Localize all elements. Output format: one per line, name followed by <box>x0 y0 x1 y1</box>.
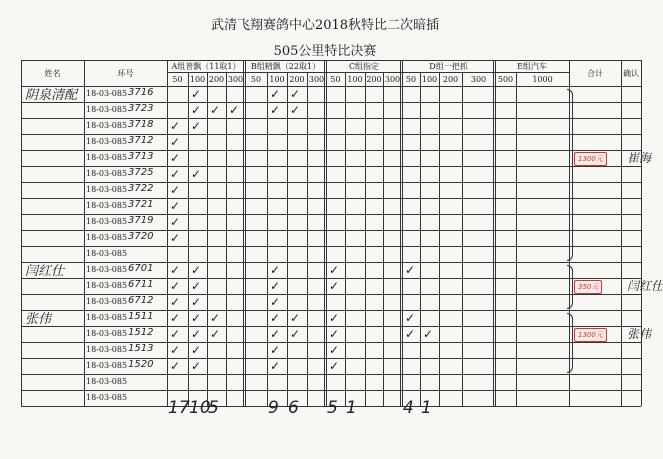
ring-suffix: 1520 <box>128 359 154 370</box>
column-total: 4 <box>403 398 414 418</box>
ring-suffix: 3720 <box>128 231 154 242</box>
header-group-b: B组精飘（22取1） <box>250 61 321 71</box>
ring-suffix: 1511 <box>128 311 154 322</box>
check-mark: ✓ <box>170 119 181 133</box>
check-mark: ✓ <box>170 167 181 181</box>
grid-line-v <box>365 72 366 406</box>
grid-line-h <box>21 374 641 375</box>
header-amount: 100 <box>189 74 206 84</box>
check-mark: ✓ <box>329 263 340 277</box>
header-amount: 300 <box>470 74 487 84</box>
ring-prefix: 18-03-085 <box>86 361 128 370</box>
grid-line-v <box>287 72 288 406</box>
check-mark: ✓ <box>270 263 281 277</box>
header-group-d: D组一把抓 <box>429 61 468 71</box>
ring-suffix: 3712 <box>128 135 154 146</box>
ring-prefix: 18-03-085 <box>86 121 128 130</box>
header-confirm: 确认 <box>623 68 639 78</box>
grid-line-h <box>21 118 641 119</box>
check-mark: ✓ <box>170 263 181 277</box>
check-mark: ✓ <box>191 279 202 293</box>
check-mark: ✓ <box>270 295 281 309</box>
page-title: 武清飞翔赛鸽中心2018秋特比二次暗插 <box>210 18 440 33</box>
grid-line-v <box>462 72 463 406</box>
ring-suffix: 3718 <box>128 119 154 130</box>
check-mark: ✓ <box>270 327 281 341</box>
check-mark: ✓ <box>405 311 416 325</box>
grid-line-v <box>188 72 189 406</box>
check-mark: ✓ <box>329 343 340 357</box>
total-stamp: 1300元 <box>574 152 607 166</box>
ring-prefix: 18-03-085 <box>86 105 128 114</box>
grid-line-v <box>326 60 327 406</box>
check-mark: ✓ <box>191 343 202 357</box>
ring-suffix: 3721 <box>128 199 154 210</box>
header-amount: 1000 <box>532 74 553 84</box>
check-mark: ✓ <box>270 87 281 101</box>
owner-brace <box>567 313 573 373</box>
grid-line-v <box>400 60 401 406</box>
check-mark: ✓ <box>170 311 181 325</box>
grid-line-v <box>516 72 517 406</box>
check-mark: ✓ <box>170 295 181 309</box>
grid-line-v <box>226 72 227 406</box>
check-mark: ✓ <box>290 311 301 325</box>
grid-line-h <box>21 230 641 231</box>
grid-line-v <box>621 60 622 406</box>
check-mark: ✓ <box>170 343 181 357</box>
column-total: 10 <box>189 398 211 418</box>
check-mark: ✓ <box>191 311 202 325</box>
header-amount: 200 <box>289 74 305 84</box>
grid-line-v <box>402 60 403 406</box>
ring-suffix: 1513 <box>128 343 154 354</box>
ring-suffix: 3719 <box>128 215 154 226</box>
confirm-signature: 张伟 <box>627 327 652 341</box>
grid-line-v <box>167 60 168 406</box>
grid-line-v <box>324 60 325 406</box>
header-group-a: A组普飘（11取1） <box>171 61 241 71</box>
check-mark: ✓ <box>210 103 221 117</box>
total-stamp: 1300元 <box>574 328 607 342</box>
check-mark: ✓ <box>210 327 221 341</box>
check-mark: ✓ <box>270 311 281 325</box>
grid-line-v <box>420 72 421 406</box>
header-group-c: C组指定 <box>348 61 380 71</box>
column-total: 9 <box>268 398 279 418</box>
column-total: 5 <box>208 398 219 418</box>
check-mark: ✓ <box>191 263 202 277</box>
ring-suffix: 6701 <box>128 263 154 274</box>
ring-prefix: 18-03-085 <box>86 345 128 354</box>
check-mark: ✓ <box>329 327 340 341</box>
check-mark: ✓ <box>329 359 340 373</box>
owner-brace <box>567 265 573 309</box>
check-mark: ✓ <box>270 103 281 117</box>
header-amount: 100 <box>347 74 363 84</box>
check-mark: ✓ <box>329 311 340 325</box>
ring-suffix: 3716 <box>128 87 154 98</box>
grid-line-h <box>21 390 641 391</box>
ring-prefix: 18-03-085 <box>86 185 128 194</box>
header-amount: 50 <box>172 74 183 84</box>
ring-suffix: 3713 <box>128 151 154 162</box>
check-mark: ✓ <box>170 279 181 293</box>
ring-prefix: 18-03-085 <box>86 217 128 226</box>
grid-line-v <box>641 60 642 406</box>
ring-prefix: 18-03-085 <box>86 377 128 386</box>
check-mark: ✓ <box>170 215 181 229</box>
check-mark: ✓ <box>170 359 181 373</box>
check-mark: ✓ <box>170 135 181 149</box>
grid-line-h <box>21 182 641 183</box>
check-mark: ✓ <box>290 87 301 101</box>
check-mark: ✓ <box>405 327 416 341</box>
total-stamp: 350元 <box>574 280 602 294</box>
ring-prefix: 18-03-085 <box>86 313 128 322</box>
owner-name: 张伟 <box>25 312 52 327</box>
check-mark: ✓ <box>329 279 340 293</box>
header-total: 合计 <box>587 68 603 78</box>
check-mark: ✓ <box>290 103 301 117</box>
ring-prefix: 18-03-085 <box>86 265 128 274</box>
ring-prefix: 18-03-085 <box>86 89 128 98</box>
ring-suffix: 3722 <box>128 183 154 194</box>
grid-line-h <box>21 246 641 247</box>
check-mark: ✓ <box>191 295 202 309</box>
check-mark: ✓ <box>170 183 181 197</box>
check-mark: ✓ <box>229 103 240 117</box>
check-mark: ✓ <box>191 327 202 341</box>
ring-prefix: 18-03-085 <box>86 153 128 162</box>
check-mark: ✓ <box>405 263 416 277</box>
ring-prefix: 18-03-085 <box>86 201 128 210</box>
header-amount: 300 <box>308 74 325 84</box>
header-amount: 300 <box>227 74 244 84</box>
check-mark: ✓ <box>191 103 202 117</box>
check-mark: ✓ <box>270 279 281 293</box>
grid-line-v <box>245 60 246 406</box>
grid-line-h <box>21 134 641 135</box>
page-subtitle: 505公里特比决赛 <box>273 44 377 59</box>
header-amount: 200 <box>208 74 225 84</box>
check-mark: ✓ <box>170 199 181 213</box>
column-total: 1 <box>421 398 432 418</box>
ring-suffix: 3725 <box>128 167 154 178</box>
ring-suffix: 6712 <box>128 295 154 306</box>
check-mark: ✓ <box>170 327 181 341</box>
grid-line-h <box>21 166 641 167</box>
grid-line-v <box>267 72 268 406</box>
ring-suffix: 1512 <box>128 327 154 338</box>
grid-line-h <box>21 214 641 215</box>
grid-line-v <box>439 72 440 406</box>
header-amount: 200 <box>366 74 382 84</box>
check-mark: ✓ <box>170 151 181 165</box>
header-amount: 50 <box>330 74 341 84</box>
ring-prefix: 18-03-085 <box>86 297 128 306</box>
check-mark: ✓ <box>210 311 221 325</box>
confirm-signature: 闫红仕 <box>627 279 663 293</box>
check-mark: ✓ <box>191 87 202 101</box>
ring-prefix: 18-03-085 <box>86 249 128 258</box>
header-amount: 50 <box>405 74 417 84</box>
check-mark: ✓ <box>191 359 202 373</box>
ring-prefix: 18-03-085 <box>86 281 128 290</box>
grid-line-v <box>383 72 384 406</box>
column-total: 5 <box>327 398 338 418</box>
header-amount: 100 <box>421 74 438 84</box>
confirm-signature: 崔海 <box>627 151 652 165</box>
header-group-e: E组汽车 <box>517 61 547 71</box>
header-ring: 环号 <box>117 68 134 78</box>
entry-table <box>21 60 663 406</box>
header-amount: 100 <box>269 74 285 84</box>
check-mark: ✓ <box>290 327 301 341</box>
ring-prefix: 18-03-085 <box>86 393 128 402</box>
header-amount: 200 <box>442 74 459 84</box>
grid-line-v <box>307 72 308 406</box>
grid-line-v <box>495 60 496 406</box>
check-mark: ✓ <box>191 119 202 133</box>
grid-line-v <box>207 72 208 406</box>
check-mark: ✓ <box>270 343 281 357</box>
check-mark: ✓ <box>170 231 181 245</box>
owner-name: 阴泉清配 <box>25 88 78 103</box>
check-mark: ✓ <box>191 167 202 181</box>
grid-line-v <box>493 60 494 406</box>
header-amount: 500 <box>497 74 514 84</box>
ring-prefix: 18-03-085 <box>86 329 128 338</box>
ring-suffix: 3723 <box>128 103 154 114</box>
column-total: 6 <box>288 398 299 418</box>
ring-prefix: 18-03-085 <box>86 233 128 242</box>
grid-line-h <box>21 102 641 103</box>
ring-suffix: 6711 <box>128 279 154 290</box>
owner-name: 闫红仕 <box>25 264 65 279</box>
column-total: 17 <box>168 398 190 418</box>
grid-line-v <box>345 72 346 406</box>
check-mark: ✓ <box>270 359 281 373</box>
header-amount: 50 <box>250 74 262 84</box>
header-name: 姓名 <box>44 68 61 78</box>
check-mark: ✓ <box>423 327 434 341</box>
grid-line-v <box>243 60 244 406</box>
ring-prefix: 18-03-085 <box>86 169 128 178</box>
grid-line-h <box>21 86 641 87</box>
grid-line-v <box>84 60 85 406</box>
column-total: 1 <box>346 398 357 418</box>
grid-line-v <box>21 60 22 406</box>
grid-line-h <box>21 198 641 199</box>
grid-line-h <box>21 294 641 295</box>
owner-brace <box>567 89 573 261</box>
grid-line-h <box>21 150 641 151</box>
ring-prefix: 18-03-085 <box>86 137 128 146</box>
header-amount: 300 <box>384 74 401 84</box>
